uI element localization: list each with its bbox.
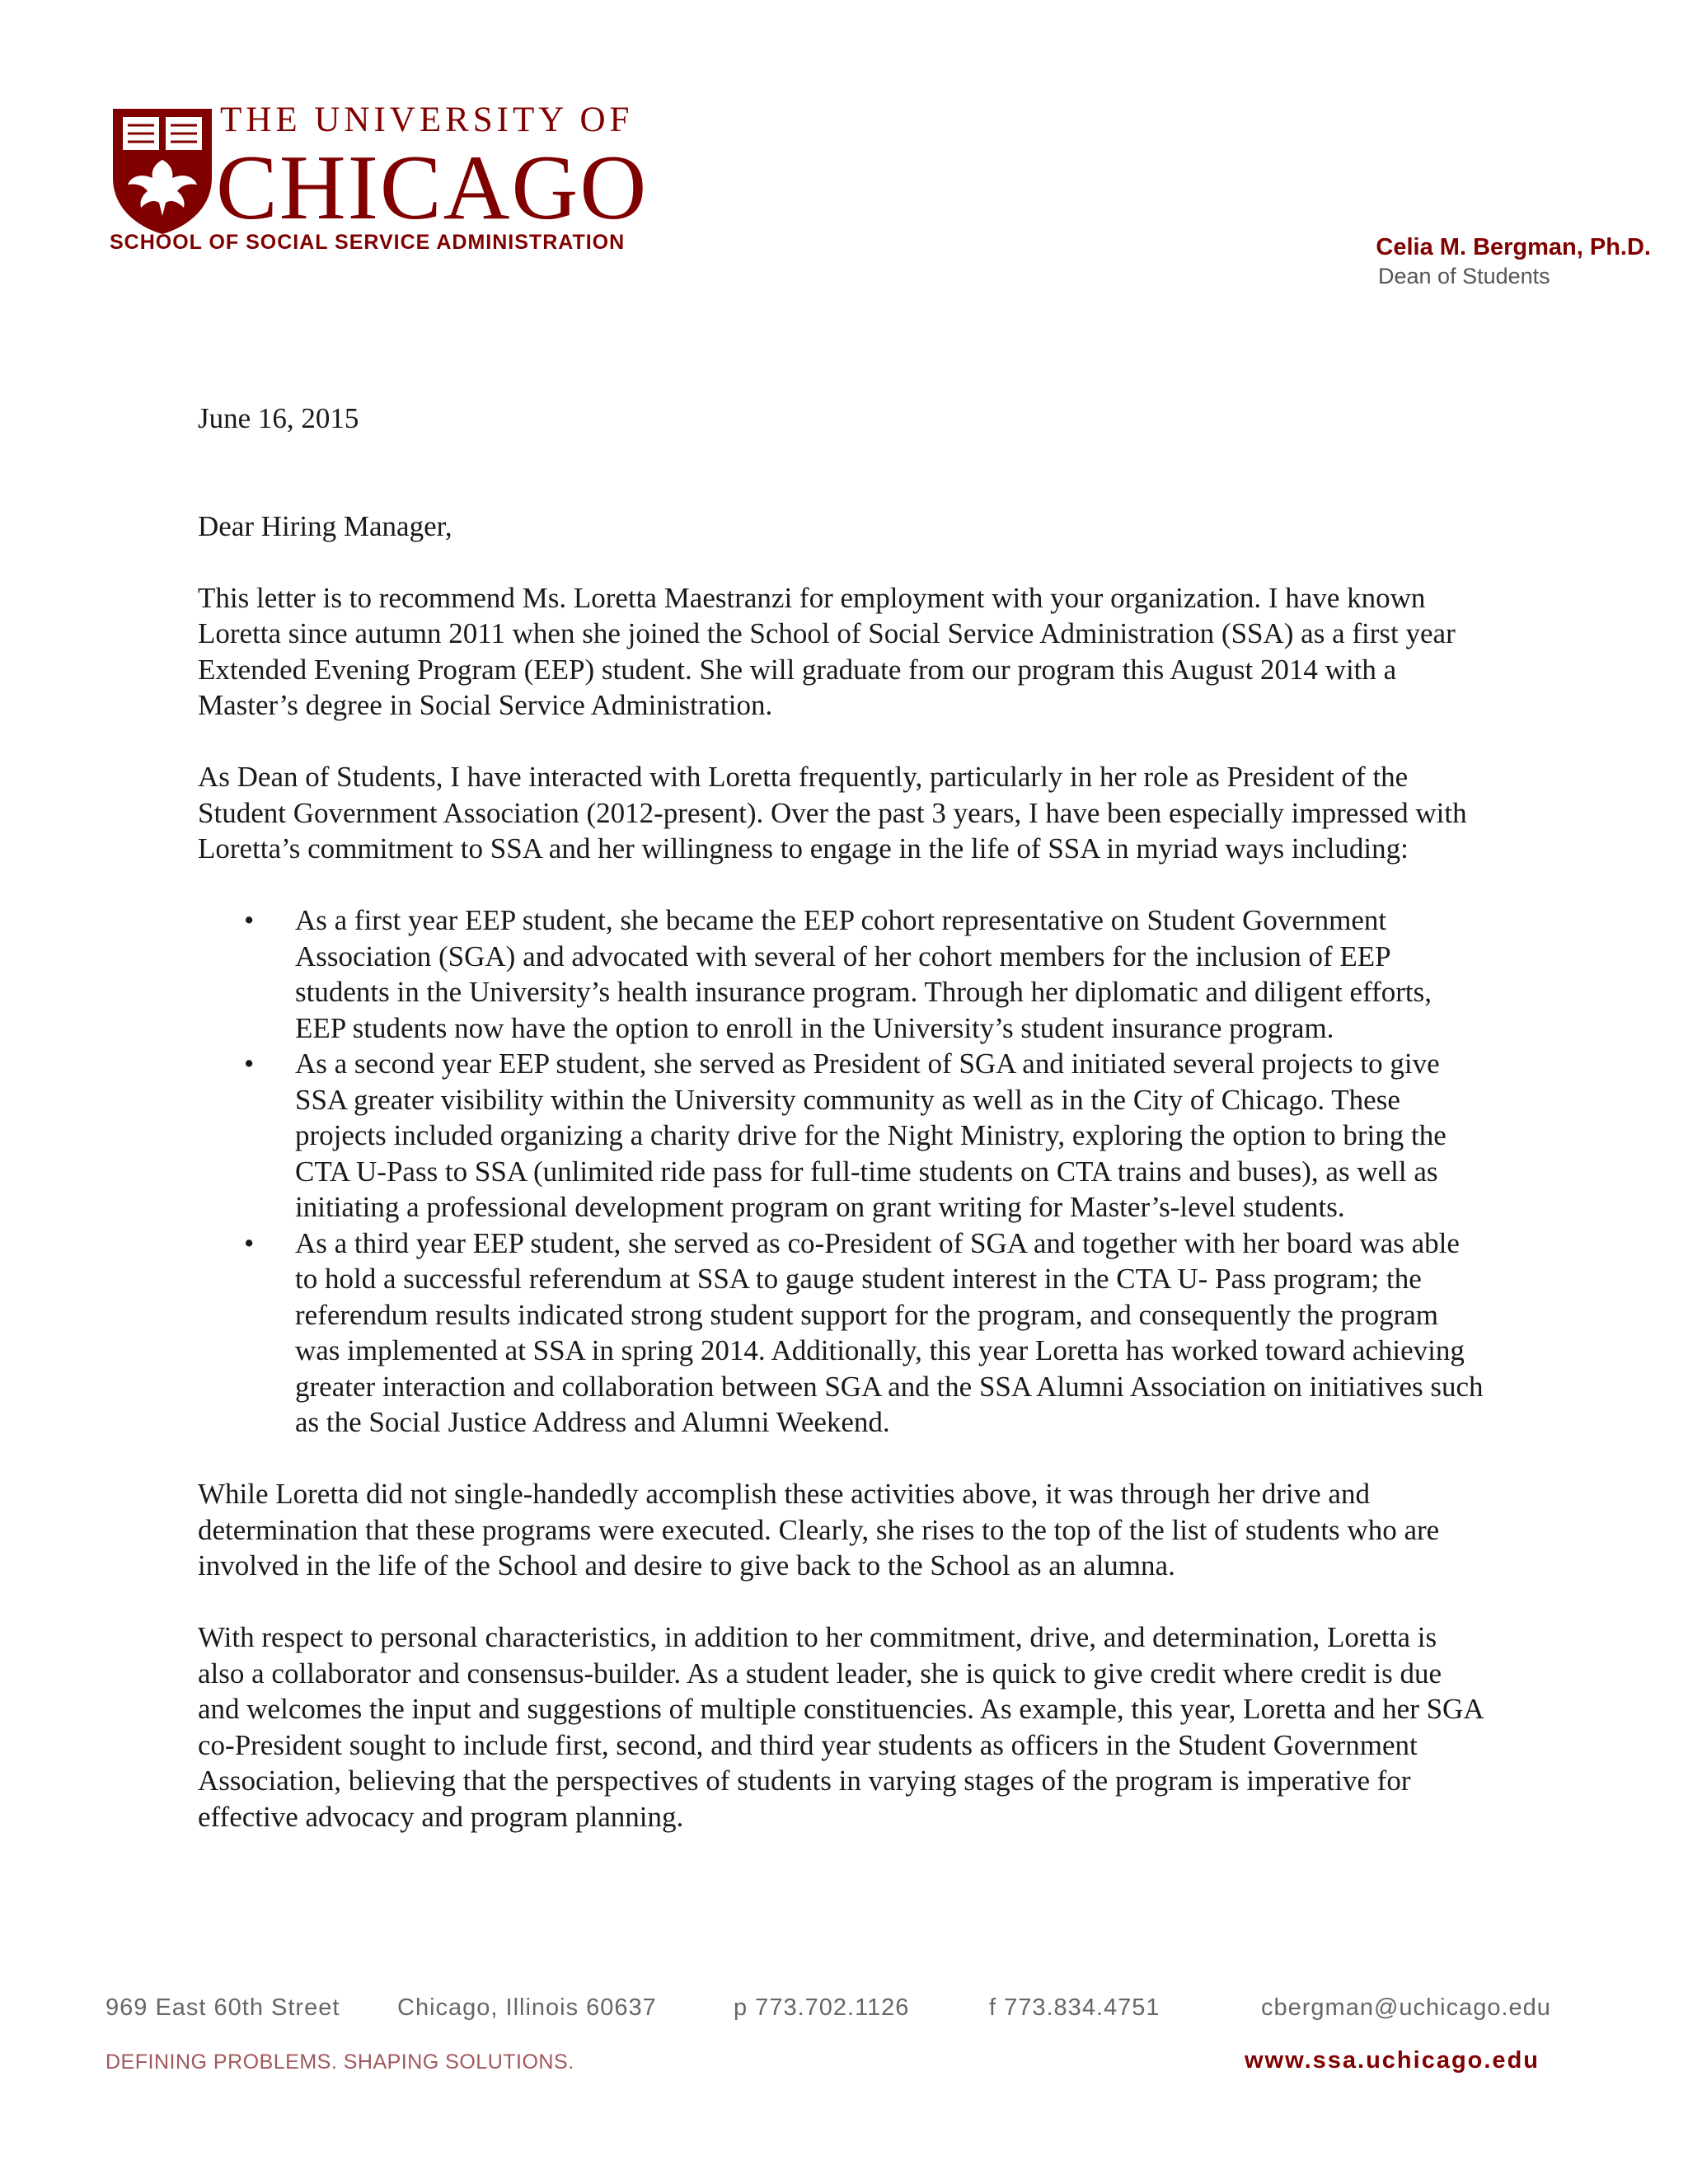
footer-tagline: DEFINING PROBLEMS. SHAPING SOLUTIONS. [106,2050,574,2074]
bullet-icon: • [244,1226,255,1259]
footer-city: Chicago, Illinois 60637 [397,1994,657,2021]
bullet-icon: • [244,1047,255,1080]
footer-website-link[interactable]: www.ssa.uchicago.edu [1244,2047,1540,2074]
bullet-icon: • [244,904,255,936]
body-paragraph: This letter is to recommend Ms. Loretta Maestranzi for employment with your organization. I have known Loretta since autumn 2011 when she joined the School of Social Service Administration (SSA) as a first year Extended Evening Program (EEP) student. She will graduate from our program this August 2014 with a Master’s degree in Social Service Administration. [198,581,1456,721]
list-item-text: As a second year EEP student, she served as President of SGA and initiated several projects to give SSA greater visibility within the University community as well as in the City of Chicago. These projects included organizing a charity drive for the Night Ministry, exploring the option to bring the CTA U-Pass to SSA (unlimited ride pass for full-time students on CTA trains and buses), as well as initiating a professional development program on grant writing for Master’s-level students. [295,1047,1447,1223]
university-name-line1: THE UNIVERSITY OF [220,101,634,139]
footer-street: 969 East 60th Street [106,1994,340,2021]
letter-date: June 16, 2015 [198,402,359,434]
list-item [198,1046,1488,1226]
list-item-text: As a first year EEP student, she became the EEP cohort representative on Student Government Association (SGA) and advocated with several of her cohort members for the inclusion of EEP students in the University’s health insurance program. Through her diplomatic and diligent efforts, EEP students now have the option to enroll in the University’s student insurance program. [295,904,1432,1044]
body-paragraph: As Dean of Students, I have interacted with Loretta frequently, particularly in her role as President of the Student Government Association (2012-present). Over the past 3 years, I have been especially impressed with Loretta’s commitment to SSA and her willingness to engage in the life of SSA in myriad ways including: [198,761,1467,865]
footer-contact-row [0,1994,1688,2027]
signatory-title: Dean of Students [1378,264,1550,288]
list-item-text: As a third year EEP student, she served as co-President of SGA and together with her board was able to hold a successful referendum at SSA to gauge student interest in the CTA U- Pass program; the referendum results indicated strong student support for the program, and consequently the program was implemented at SSA in spring 2014. Additionally, this year Loretta has worked toward achieving greater interaction and collaboration between SGA and the SSA Alumni Association on initiatives such as the Social Justice Address and Alumni Weekend. [295,1226,1484,1438]
list-item [198,902,1488,1046]
university-seal-logo [110,105,215,236]
university-name-line2: CHICAGO [216,137,649,239]
body-paragraph: With respect to personal characteristics, in addition to her commitment, drive, and determination, Loretta is also a collaborator and consensus-builder. As a student leader, she is quick to give credit where credit is due and welcomes the input and suggestions of multiple constituencies. As example, this year, Loretta and her SGA co-President sought to include first, second, and third year students as officers in the Student Government Association, believing that the perspectives of students in varying stages of the program is imperative for effective advocacy and program planning. [198,1621,1483,1833]
list-item [198,1226,1488,1441]
letter-body [198,401,1488,1871]
footer-fax: f 773.834.4751 [989,1994,1160,2021]
salutation: Dear Hiring Manager, [198,509,452,542]
body-paragraph: While Loretta did not single-handedly accomplish these activities above, it was through her drive and determination that these programs were executed. Clearly, she rises to the top of the list of students who are involved in the life of the School and desire to give back to the School as an alumna. [198,1478,1440,1582]
school-name: SCHOOL OF SOCIAL SERVICE ADMINISTRATION [110,231,626,254]
accomplishments-list [198,902,1488,1441]
footer-phone: p 773.702.1126 [734,1994,910,2021]
signatory-name: Celia M. Bergman, Ph.D. [1376,234,1651,260]
footer-email[interactable]: cbergman@uchicago.edu [1261,1994,1551,2021]
